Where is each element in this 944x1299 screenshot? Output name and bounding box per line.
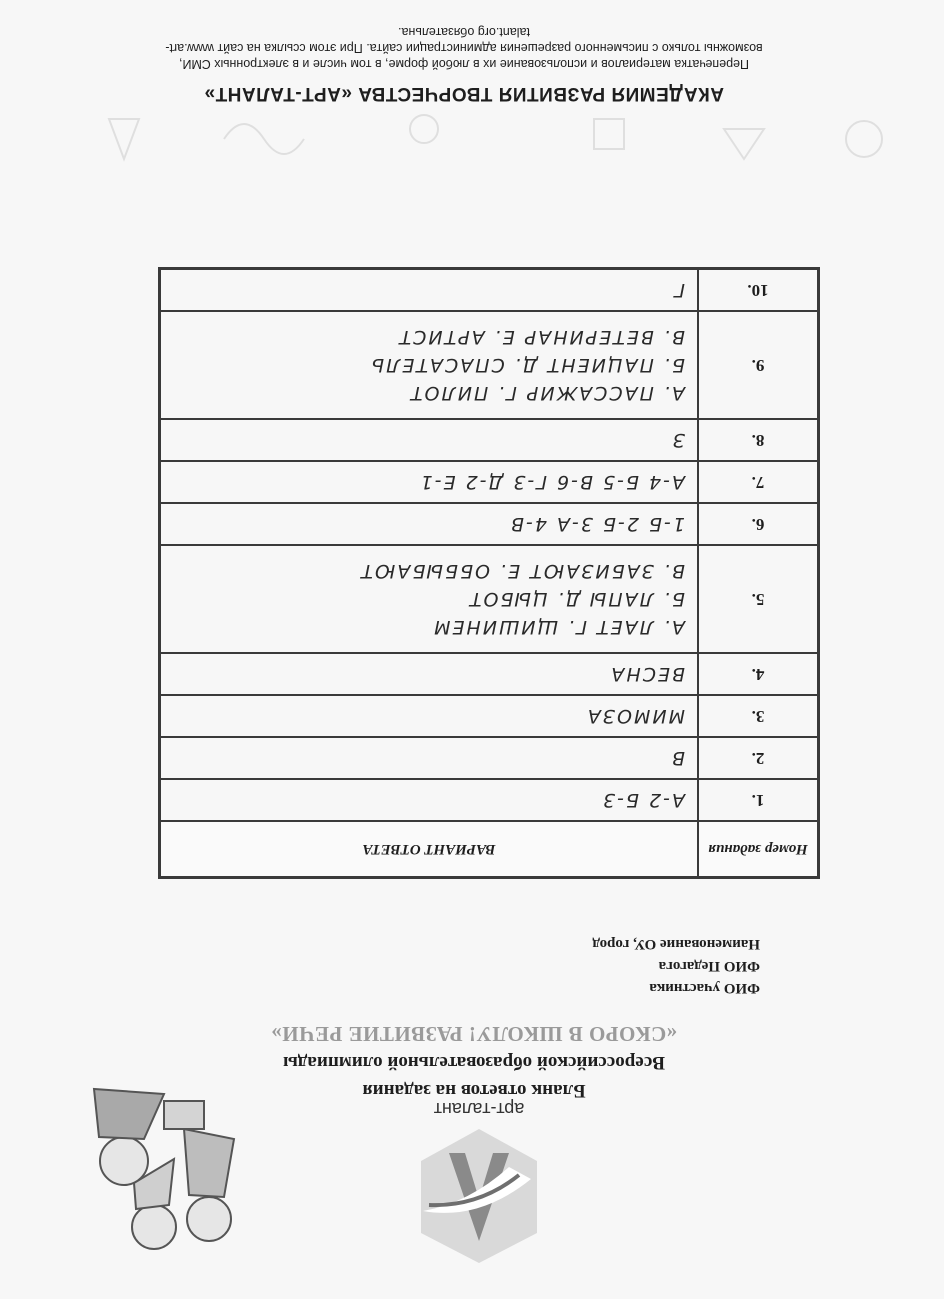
answer-cell bbox=[160, 419, 699, 461]
table-row bbox=[160, 503, 819, 545]
task-number: 3. bbox=[698, 695, 819, 737]
heading-line-1: Бланк ответов на задания bbox=[362, 1080, 586, 1101]
table-row bbox=[160, 545, 819, 653]
table-row bbox=[160, 311, 819, 419]
heading-line-2: Всероссийской образовательной олимпиады bbox=[282, 1052, 666, 1073]
table-header-row bbox=[160, 821, 819, 878]
answer-cell bbox=[160, 779, 699, 821]
handwritten-answer: 1-Б 2-Б 3-А 4-В bbox=[509, 513, 685, 535]
handwritten-answer: А-4 Б-5 В-6 Г-3 Д-2 Е-1 bbox=[418, 471, 685, 493]
table-row bbox=[160, 269, 819, 312]
participant-name-label: ФИО участника bbox=[649, 980, 760, 996]
answer-table bbox=[158, 267, 820, 879]
teacher-name-label: ФИО Педагога bbox=[658, 958, 760, 974]
logo-caption: арт-талант bbox=[433, 1099, 525, 1119]
answer-cell bbox=[160, 737, 699, 779]
sheet-footer bbox=[164, 24, 764, 104]
task-number: 8. bbox=[698, 419, 819, 461]
handwritten-answer: В bbox=[669, 747, 685, 769]
handwritten-answer: Б. ПАЦИЕНТ Д. СПАСАТЕЛЬ bbox=[369, 354, 685, 376]
task-number: 6. bbox=[698, 503, 819, 545]
column-header-answer: ВАРИАНТ ОТВЕТА bbox=[160, 821, 699, 878]
handwritten-answer: В. ЗАБИЗАЮТ Е. ОББЫБАЮТ bbox=[359, 560, 685, 582]
copyright-note: Перепечатка материалов и использование их в любой форме, в том числе и в электронных СМИ, возможны только с письменного разрешения администрации сайта. При этом ссылка на сайт www.art-talant.org обязательна. bbox=[165, 25, 763, 71]
table-row bbox=[160, 419, 819, 461]
column-header-number: Номер задания bbox=[698, 821, 819, 878]
academy-title: АКАДЕМИЯ РАЗВИТИЯ ТВОРЧЕСТВА «АРТ-ТАЛАНТ» bbox=[204, 83, 724, 104]
table-body bbox=[160, 269, 819, 822]
answer-cell bbox=[160, 695, 699, 737]
table-row bbox=[160, 737, 819, 779]
school-label: Наименование ОУ, город bbox=[592, 936, 760, 952]
task-number: 10. bbox=[698, 269, 819, 312]
answer-cell bbox=[160, 653, 699, 695]
task-number: 1. bbox=[698, 779, 819, 821]
table-row bbox=[160, 695, 819, 737]
table-row bbox=[160, 461, 819, 503]
handwritten-answer: А. ПАССАЖИР Г. ПИЛОТ bbox=[408, 382, 685, 404]
answer-cell bbox=[160, 269, 699, 312]
handwritten-answer: В. ВЕТЕРИНАР Е. АРТИСТ bbox=[397, 326, 685, 348]
answer-cell bbox=[160, 503, 699, 545]
participant-fields bbox=[592, 933, 760, 999]
task-number: 2. bbox=[698, 737, 819, 779]
handwritten-answer: ВЕСНА bbox=[609, 663, 685, 685]
handwritten-answer: Г bbox=[672, 279, 685, 301]
table-row bbox=[160, 779, 819, 821]
art-talant-logo bbox=[409, 1121, 549, 1271]
task-number: 5. bbox=[698, 545, 819, 653]
handwritten-answer: МИМОЗА bbox=[585, 705, 685, 727]
kids-illustration bbox=[64, 1079, 264, 1279]
task-number: 7. bbox=[698, 461, 819, 503]
answer-cell bbox=[160, 461, 699, 503]
answer-cell bbox=[160, 545, 699, 653]
answer-cell bbox=[160, 311, 699, 419]
table-row bbox=[160, 653, 819, 695]
task-number: 9. bbox=[698, 311, 819, 419]
handwritten-answer: А. ЛАЕТ Г. ЩИШИНЕМ bbox=[432, 616, 685, 638]
handwritten-answer: Б. ЛАПЫ Д. ЦЫБОТ bbox=[467, 588, 685, 610]
handwritten-answer: А-2 Б-3 bbox=[601, 789, 685, 811]
handwritten-answer: З bbox=[670, 429, 685, 451]
heading-line-3: «СКОРО В ШКОЛУ! РАЗВИТИЕ РЕЧИ» bbox=[270, 1022, 678, 1046]
task-number: 4. bbox=[698, 653, 819, 695]
sheet-heading bbox=[154, 1020, 794, 1104]
